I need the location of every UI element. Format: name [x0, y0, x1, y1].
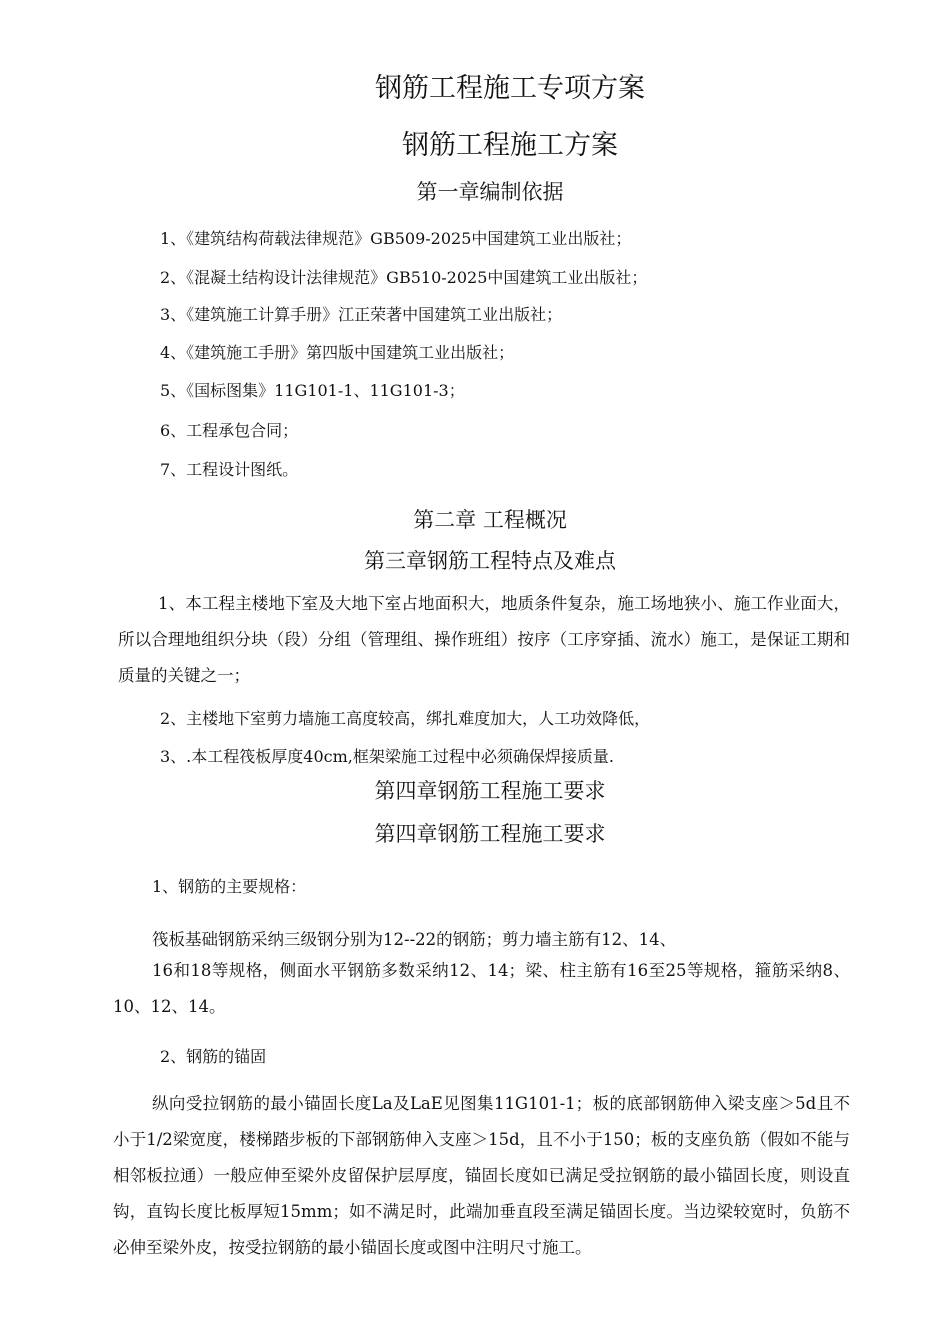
chapter-1-title: 第一章编制依据 — [416, 180, 564, 204]
paragraph: 筏板基础钢筋采纳三级钢分别为12--22的钢筋；剪力墙主筋有12、14、 — [152, 930, 677, 949]
paragraph: 2、主楼地下室剪力墙施工高度较高，绑扎难度加大，人工功效降低， — [160, 709, 651, 728]
chapter-4-title-repeat: 第四章钢筋工程施工要求 — [374, 822, 606, 846]
reference-item: 5、《国标图集》11G101-1、11G101-3； — [160, 381, 465, 400]
reference-item: 4、《建筑施工手册》第四版中国建筑工业出版社； — [160, 343, 515, 362]
reference-item: 7、工程设计图纸。 — [160, 460, 299, 479]
chapter-4-title: 第四章钢筋工程施工要求 — [374, 779, 606, 803]
section-heading: 2、钢筋的锚固 — [160, 1047, 267, 1066]
paragraph: 纵向受拉钢筋的最小锚固长度La及LaE见图集11G101-1；板的底部钢筋伸入梁支座＞5d且不小于1/2梁宽度，楼梯踏步板的下部钢筋伸入支座＞15d，且不小于150；板的支座负筋（假如不能与相邻板拉通）一般应伸至梁外皮留保护层厚度，锚固长度如已满足受拉钢筋的最小锚固长度，则设直钩，直钩长度比板厚短15mm；如不满足时，此端加垂直段至满足锚固长度。当边梁较宽时，负筋不必伸至梁外皮，按受拉钢筋的最小锚固长度或图中注明尺寸施工。 — [113, 1094, 850, 1257]
paragraph: 3、.本工程筏板厚度40cm,框架梁施工过程中必须确保焊接质量. — [160, 747, 614, 766]
reference-item: 2、《混凝土结构设计法律规范》GB510-2025中国建筑工业出版社； — [160, 268, 648, 287]
chapter-3-title: 第三章钢筋工程特点及难点 — [364, 549, 616, 573]
document-subtitle: 钢筋工程施工方案 — [402, 130, 618, 161]
reference-item: 3、《建筑施工计算手册》江正荣著中国建筑工业出版社； — [160, 305, 563, 324]
paragraph: 1、本工程主楼地下室及大地下室占地面积大，地质条件复杂，施工场地狭小、施工作业面大，所以合理地组织分块（段）分组（管理组、操作班组）按序（工序穿插、流水）施工，是保证工期和质量的关键之一； — [118, 594, 850, 685]
document-title: 钢筋工程施工专项方案 — [375, 73, 645, 104]
paragraph: 16和18等规格，侧面水平钢筋多数采纳12、14；梁、柱主筋有16至25等规格，箍筋采纳8、10、12、14。 — [113, 961, 850, 1016]
section-heading: 1、钢筋的主要规格： — [152, 877, 307, 896]
reference-item: 1、《建筑结构荷载法律规范》GB509-2025中国建筑工业出版社； — [160, 229, 632, 248]
reference-item: 6、工程承包合同； — [160, 421, 299, 440]
chapter-2-title: 第二章 工程概况 — [413, 508, 567, 532]
